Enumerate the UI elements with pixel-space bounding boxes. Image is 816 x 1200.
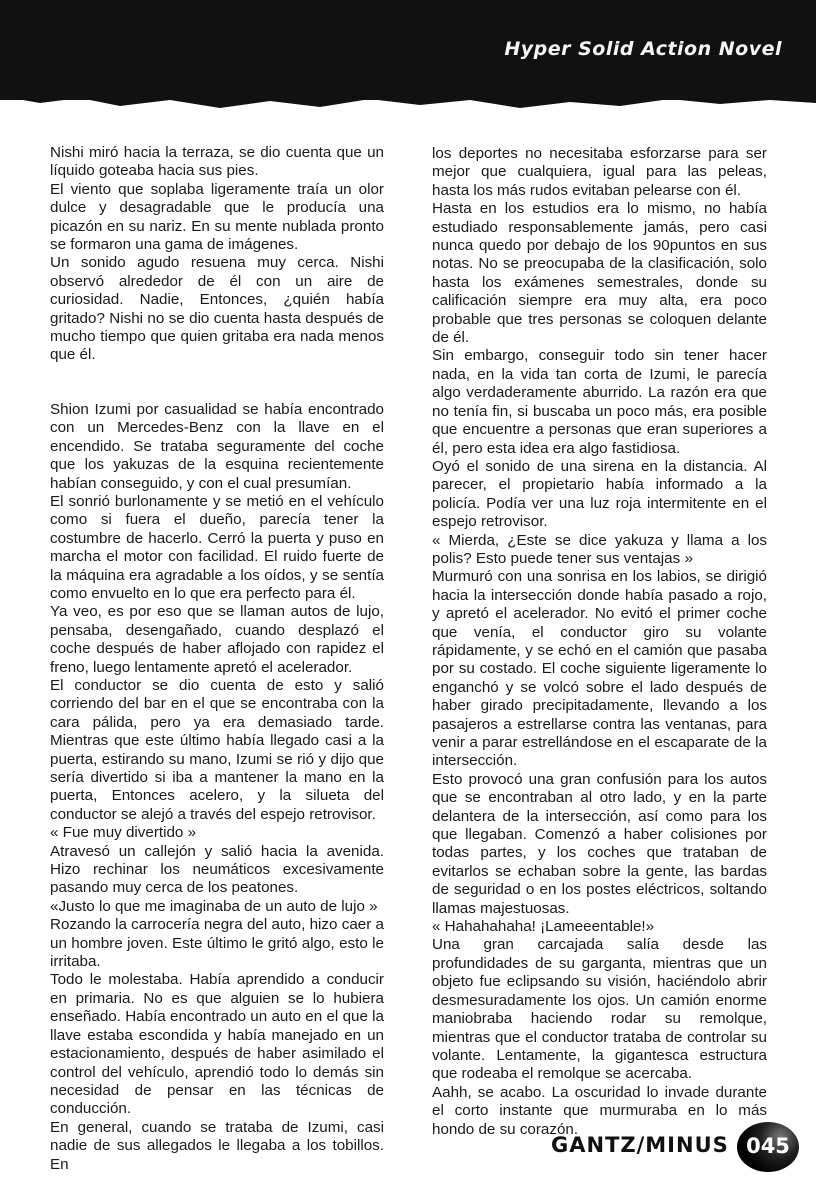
paragraph: los deportes no necesitaba esforzarse para ser mejor que cualquiera, igual para las peleas, hasta los más rudos evitaban pelearse con él. — [432, 145, 767, 199]
paragraph: Sin embargo, conseguir todo sin tener hacer nada, en la vida tan corta de Izumi, le parecía algo verdaderamente aburrido. La razón era que no tenía fin, si buscaba un poco más, era posible que encuentre a personas que eran superiores a él, pero esta idea era algo fastidiosa. — [432, 347, 767, 457]
paragraph: Murmuró con una sonrisa en los labios, se dirigió hacia la intersección donde había pasado a rojo, y apretó el acelerador. No evitó el primer coche que venía, el conductor giro su volante rápidamente, y se echó en el camión que pasaba por su costado. El coche siguiente ligeramente lo enganchó y se volcó sobre el lado después de haber girado precipitadamente, llevando a los pasajeros a estrellarse contra las ventanas, para venir a parar estrellándose en el escaparate de la intersección. — [432, 568, 767, 770]
paragraph: Ya veo, es por eso que se llaman autos de lujo, pensaba, desengañado, cuando desplazó el coche después de haber aflojado con rapidez el freno, luego lentamente apretó el acelerador. — [50, 603, 384, 676]
header-title: Hyper Solid Action Novel — [504, 38, 782, 60]
paragraph: Esto provocó una gran confusión para los autos que se encontraban al otro lado, y en la parte delantera de la intersección, así como para los que llegaban. Comenzó a haber colisiones por todas partes, y los coches que trataban de evitarlos se echaban sobre la gente, las bardas de seguridad o en los postes eléctricos, soltando llamas majestuosas. — [432, 770, 767, 917]
page-number-badge — [737, 1122, 799, 1172]
paragraph: «Justo lo que me imaginaba de un auto de lujo » — [50, 897, 378, 915]
paragraph: Oyó el sonido de una sirena en la distancia. Al parecer, el propietario había informado a la policía. Podía ver una luz roja intermitente en el espejo retrovisor. — [432, 457, 767, 531]
paragraph: « Fue muy divertido » — [50, 824, 197, 842]
paragraph: Hasta en los estudios era lo mismo, no había estudiado responsablemente jamás, pero casi nunca quedo por debajo de los 90puntos en sus notas. No se preocupaba de la clasificación, solo hasta los exámenes semestrales, donde su calificación siempre era muy alta, era poco probable que tres personas se coloquen delante de él. — [432, 200, 767, 347]
paragraph: Un sonido agudo resuena muy cerca. Nishi observó alrededor de él con un aire de curiosidad. Nadie, Entonces, ¿quién había gritado? Nishi no se dio cuenta hasta después de mucho tiempo que quien gritaba era nada menos que él. — [50, 254, 384, 364]
paragraph: Shion Izumi por casualidad se había encontrado con un Mercedes-Benz con la llave en el encendido. Se trataba seguramente del coche que los yakuzas de la esquina recientemente habían conseguido, y con el cual presumían. — [50, 400, 384, 492]
footer-brand: GANTZ/MINUS — [551, 1133, 729, 1157]
paragraph: « Mierda, ¿Este se dice yakuza y llama a los polis? Esto puede tener sus ventajas » — [432, 531, 767, 567]
paragraph: Aahh, se acabo. La oscuridad lo invade durante el corto instante que murmuraba en lo más hondo de su corazón. — [432, 1083, 767, 1138]
section-break — [50, 365, 384, 401]
header-band — [0, 0, 816, 100]
paragraph: Atravesó un callejón y salió hacia la avenida. Hizo rechinar los neumáticos excesivamente pasando muy cerca de los peatones. — [50, 842, 384, 897]
paragraph: Rozando la carrocería negra del auto, hizo caer a un hombre joven. Este último le gritó algo, esto le irritaba. — [50, 916, 384, 971]
paragraph: El conductor se dio cuenta de esto y salió corriendo del bar en el que se encontraba con la cara pálida, pero ya era demasiado tarde. Mientras que este último había llegado casi a la puerta, estirando su mano, Izumi se rió y dijo que sería divertido si iba a mantener la mano en la puerta, Entonces acelero, y la silueta del conductor se alejó a través del espejo retrovisor. — [50, 676, 384, 823]
paragraph: Una gran carcajada salía desde las profundidades de su garganta, mientras que un objeto fue eclipsando su visión, haciéndolo abrir desmesuradamente los ojos. Un camión enorme maniobraba haciendo rodar su remolque, mientras que el conductor trataba de controlar su volante. Lentamente, la gigantesca estructura que rodeaba el remolque se acercaba. — [432, 936, 767, 1083]
right-column — [432, 145, 767, 1139]
paragraph: El viento que soplaba ligeramente traía un olor dulce y desagradable que le producía una picazón en su nariz. En su mente nublada pronto se formaron una gama de imágenes. — [50, 180, 384, 254]
left-column — [50, 144, 384, 1174]
page-number: 045 — [746, 1134, 790, 1158]
paragraph: « Hahahahaha! ¡Lameeentable!» — [432, 918, 655, 936]
paragraph: El sonrió burlonamente y se metió en el vehículo como si fuera el dueño, parecía tener la costumbre de hacerlo. Cerró la puerta y puso en marcha el motor con facilidad. El ruido fuerte de la máquina era agradable a los oídos, y se sentía como envuelto en lo que era perfecto para él. — [50, 492, 384, 602]
paragraph: En general, cuando se trataba de Izumi, casi nadie de sus allegados le llegaba a los tobillos. En — [50, 1118, 384, 1173]
paragraph: Todo le molestaba. Había aprendido a conducir en primaria. No es que alguien se lo hubiera enseñado. Había encontrado un auto en el que la llave estaba escondida y había manejado en un estacionamiento, después de haber asimilado el control del vehículo, aprendió todo lo demás sin necesidad de pensar en las técnicas de conducción. — [50, 971, 384, 1118]
paragraph: Nishi miró hacia la terraza, se dio cuenta que un líquido goteaba hacia sus pies. — [50, 144, 384, 180]
